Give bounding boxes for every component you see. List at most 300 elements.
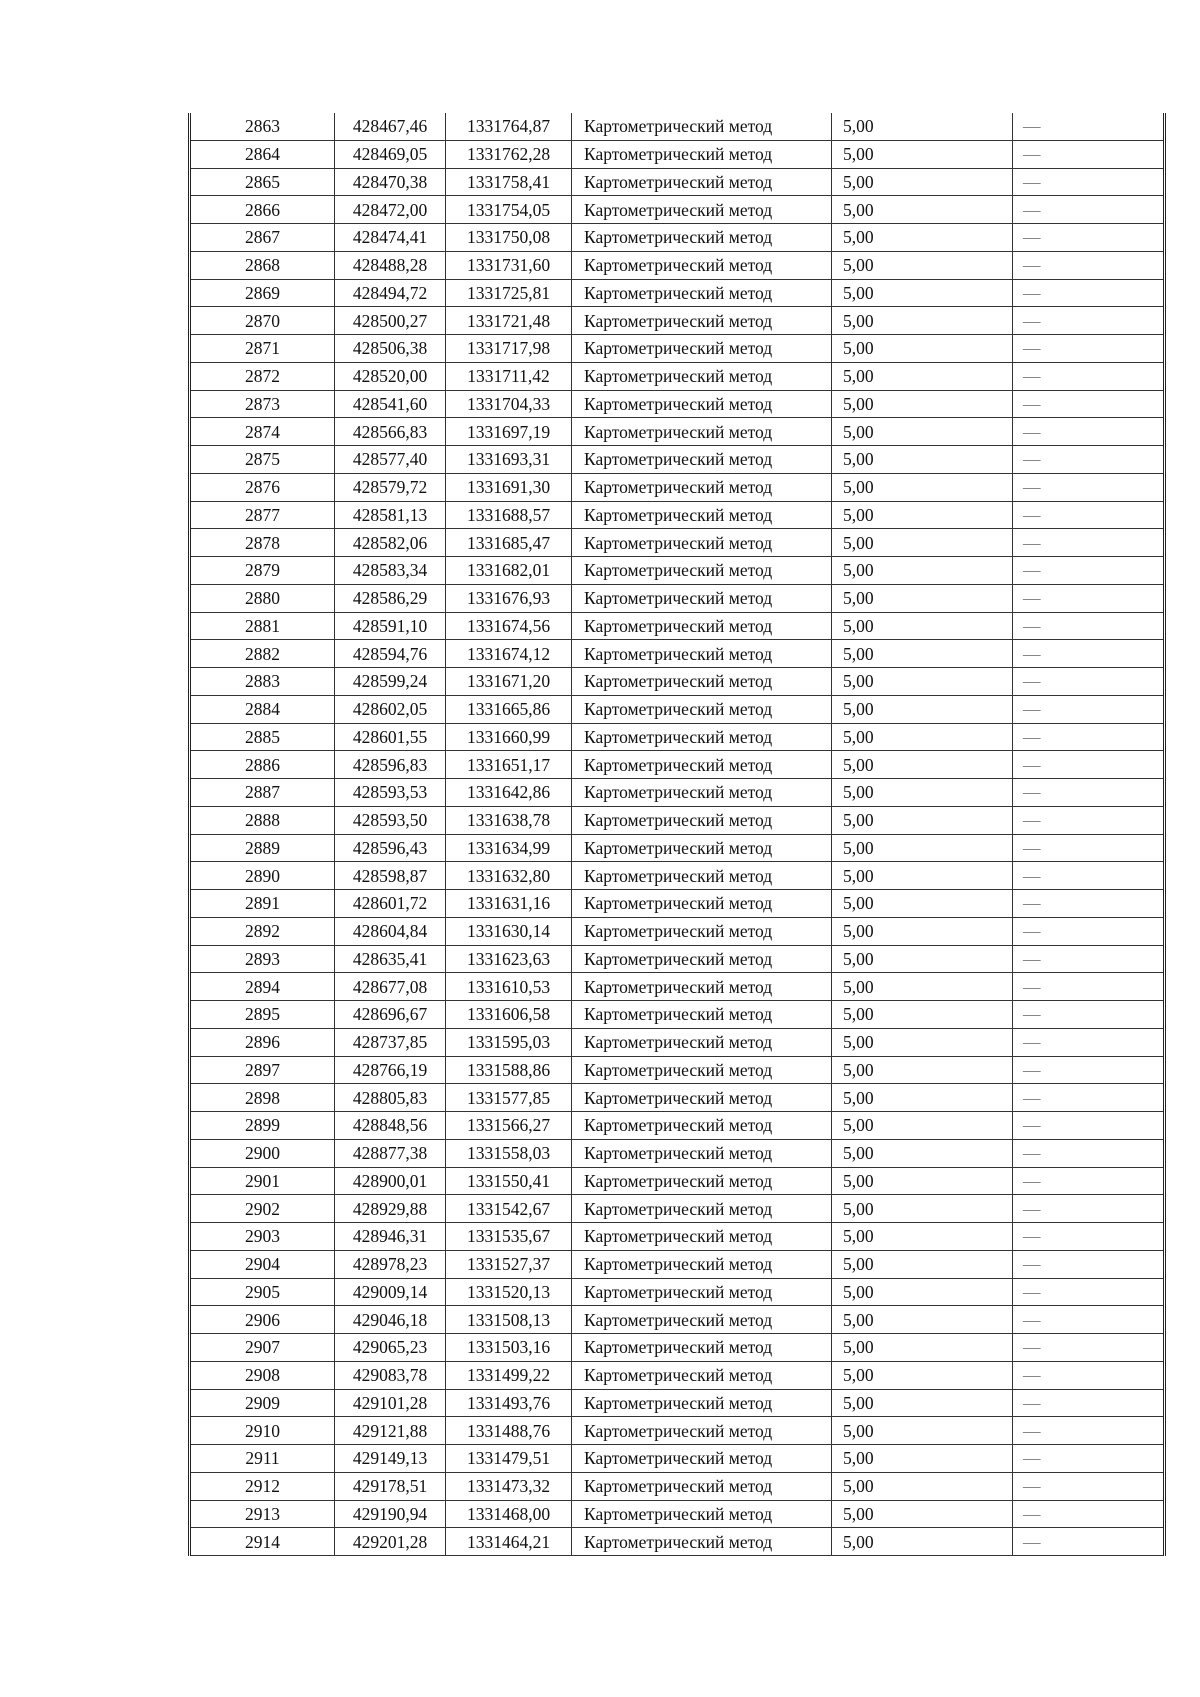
x-coordinate-cell: 428474,41 — [335, 224, 446, 252]
method-cell: Картометрический метод — [572, 335, 832, 363]
accuracy-cell: 5,00 — [832, 1250, 1013, 1278]
table-row — [190, 168, 1165, 196]
description-cell: — — [1013, 1528, 1165, 1556]
method-cell: Картометрический метод — [572, 1195, 832, 1223]
point-number-cell: 2913 — [190, 1500, 335, 1528]
y-coordinate-cell: 1331520,13 — [446, 1278, 572, 1306]
table-row — [190, 612, 1165, 640]
method-cell: Картометрический метод — [572, 1056, 832, 1084]
accuracy-cell: 5,00 — [832, 1528, 1013, 1556]
description-cell: — — [1013, 1112, 1165, 1140]
x-coordinate-cell: 429101,28 — [335, 1389, 446, 1417]
x-coordinate-cell: 428929,88 — [335, 1195, 446, 1223]
accuracy-cell: 5,00 — [832, 723, 1013, 751]
y-coordinate-cell: 1331588,86 — [446, 1056, 572, 1084]
point-number-cell: 2912 — [190, 1472, 335, 1500]
y-coordinate-cell: 1331542,67 — [446, 1195, 572, 1223]
accuracy-cell: 5,00 — [832, 834, 1013, 862]
table-row — [190, 390, 1165, 418]
description-cell: — — [1013, 917, 1165, 945]
method-cell: Картометрический метод — [572, 723, 832, 751]
y-coordinate-cell: 1331721,48 — [446, 307, 572, 335]
x-coordinate-cell: 428877,38 — [335, 1139, 446, 1167]
description-cell: — — [1013, 1223, 1165, 1251]
point-number-cell: 2894 — [190, 973, 335, 1001]
method-cell: Картометрический метод — [572, 113, 832, 140]
point-number-cell: 2896 — [190, 1028, 335, 1056]
table-row — [190, 806, 1165, 834]
table-row — [190, 529, 1165, 557]
x-coordinate-cell: 428596,83 — [335, 751, 446, 779]
table-row — [190, 1084, 1165, 1112]
y-coordinate-cell: 1331717,98 — [446, 335, 572, 363]
accuracy-cell: 5,00 — [832, 446, 1013, 474]
table-row — [190, 945, 1165, 973]
description-cell: — — [1013, 1084, 1165, 1112]
y-coordinate-cell: 1331651,17 — [446, 751, 572, 779]
point-number-cell: 2893 — [190, 945, 335, 973]
table-row — [190, 224, 1165, 252]
description-cell: — — [1013, 1389, 1165, 1417]
y-coordinate-cell: 1331468,00 — [446, 1500, 572, 1528]
description-cell: — — [1013, 751, 1165, 779]
table-row — [190, 1528, 1165, 1556]
accuracy-cell: 5,00 — [832, 113, 1013, 140]
y-coordinate-cell: 1331577,85 — [446, 1084, 572, 1112]
accuracy-cell: 5,00 — [832, 1472, 1013, 1500]
y-coordinate-cell: 1331731,60 — [446, 251, 572, 279]
accuracy-cell: 5,00 — [832, 1361, 1013, 1389]
description-cell: — — [1013, 140, 1165, 168]
accuracy-cell: 5,00 — [832, 612, 1013, 640]
x-coordinate-cell: 428677,08 — [335, 973, 446, 1001]
x-coordinate-cell: 429178,51 — [335, 1472, 446, 1500]
table-row — [190, 1389, 1165, 1417]
method-cell: Картометрический метод — [572, 1028, 832, 1056]
method-cell: Картометрический метод — [572, 140, 832, 168]
x-coordinate-cell: 428469,05 — [335, 140, 446, 168]
method-cell: Картометрический метод — [572, 1389, 832, 1417]
point-number-cell: 2867 — [190, 224, 335, 252]
x-coordinate-cell: 428598,87 — [335, 862, 446, 890]
y-coordinate-cell: 1331642,86 — [446, 779, 572, 807]
table-row — [190, 113, 1165, 140]
y-coordinate-cell: 1331550,41 — [446, 1167, 572, 1195]
description-cell: — — [1013, 668, 1165, 696]
x-coordinate-cell: 428586,29 — [335, 584, 446, 612]
x-coordinate-cell: 428848,56 — [335, 1112, 446, 1140]
table-row — [190, 196, 1165, 224]
point-number-cell: 2907 — [190, 1334, 335, 1362]
description-cell: — — [1013, 1001, 1165, 1029]
description-cell: — — [1013, 1445, 1165, 1473]
description-cell: — — [1013, 279, 1165, 307]
y-coordinate-cell: 1331638,78 — [446, 806, 572, 834]
y-coordinate-cell: 1331764,87 — [446, 113, 572, 140]
y-coordinate-cell: 1331674,56 — [446, 612, 572, 640]
x-coordinate-cell: 429046,18 — [335, 1306, 446, 1334]
point-number-cell: 2890 — [190, 862, 335, 890]
table-row — [190, 279, 1165, 307]
table-row — [190, 779, 1165, 807]
point-number-cell: 2902 — [190, 1195, 335, 1223]
table-row — [190, 1195, 1165, 1223]
method-cell: Картометрический метод — [572, 279, 832, 307]
accuracy-cell: 5,00 — [832, 390, 1013, 418]
method-cell: Картометрический метод — [572, 473, 832, 501]
point-number-cell: 2904 — [190, 1250, 335, 1278]
method-cell: Картометрический метод — [572, 612, 832, 640]
description-cell: — — [1013, 695, 1165, 723]
table-row — [190, 862, 1165, 890]
x-coordinate-cell: 428581,13 — [335, 501, 446, 529]
point-number-cell: 2876 — [190, 473, 335, 501]
y-coordinate-cell: 1331671,20 — [446, 668, 572, 696]
point-number-cell: 2874 — [190, 418, 335, 446]
method-cell: Картометрический метод — [572, 168, 832, 196]
accuracy-cell: 5,00 — [832, 1195, 1013, 1223]
method-cell: Картометрический метод — [572, 1334, 832, 1362]
point-number-cell: 2880 — [190, 584, 335, 612]
x-coordinate-cell: 428599,24 — [335, 668, 446, 696]
accuracy-cell: 5,00 — [832, 307, 1013, 335]
method-cell: Картометрический метод — [572, 1001, 832, 1029]
point-number-cell: 2891 — [190, 890, 335, 918]
x-coordinate-cell: 429201,28 — [335, 1528, 446, 1556]
method-cell: Картометрический метод — [572, 557, 832, 585]
point-number-cell: 2875 — [190, 446, 335, 474]
table-row — [190, 307, 1165, 335]
point-number-cell: 2905 — [190, 1278, 335, 1306]
y-coordinate-cell: 1331630,14 — [446, 917, 572, 945]
method-cell: Картометрический метод — [572, 1139, 832, 1167]
method-cell: Картометрический метод — [572, 779, 832, 807]
y-coordinate-cell: 1331508,13 — [446, 1306, 572, 1334]
point-number-cell: 2889 — [190, 834, 335, 862]
y-coordinate-cell: 1331535,67 — [446, 1223, 572, 1251]
description-cell: — — [1013, 529, 1165, 557]
point-number-cell: 2910 — [190, 1417, 335, 1445]
method-cell: Картометрический метод — [572, 224, 832, 252]
y-coordinate-cell: 1331691,30 — [446, 473, 572, 501]
x-coordinate-cell: 429083,78 — [335, 1361, 446, 1389]
y-coordinate-cell: 1331566,27 — [446, 1112, 572, 1140]
x-coordinate-cell: 428500,27 — [335, 307, 446, 335]
point-number-cell: 2873 — [190, 390, 335, 418]
method-cell: Картометрический метод — [572, 584, 832, 612]
x-coordinate-cell: 428579,72 — [335, 473, 446, 501]
accuracy-cell: 5,00 — [832, 1445, 1013, 1473]
description-cell: — — [1013, 779, 1165, 807]
x-coordinate-cell: 428582,06 — [335, 529, 446, 557]
accuracy-cell: 5,00 — [832, 418, 1013, 446]
point-number-cell: 2909 — [190, 1389, 335, 1417]
x-coordinate-cell: 428601,55 — [335, 723, 446, 751]
y-coordinate-cell: 1331558,03 — [446, 1139, 572, 1167]
point-number-cell: 2881 — [190, 612, 335, 640]
description-cell: — — [1013, 251, 1165, 279]
accuracy-cell: 5,00 — [832, 1278, 1013, 1306]
method-cell: Картометрический метод — [572, 1306, 832, 1334]
method-cell: Картометрический метод — [572, 390, 832, 418]
method-cell: Картометрический метод — [572, 1528, 832, 1556]
description-cell: — — [1013, 501, 1165, 529]
point-number-cell: 2870 — [190, 307, 335, 335]
y-coordinate-cell: 1331688,57 — [446, 501, 572, 529]
table-row — [190, 335, 1165, 363]
point-number-cell: 2866 — [190, 196, 335, 224]
x-coordinate-cell: 428467,46 — [335, 113, 446, 140]
x-coordinate-cell: 428566,83 — [335, 418, 446, 446]
point-number-cell: 2868 — [190, 251, 335, 279]
point-number-cell: 2883 — [190, 668, 335, 696]
x-coordinate-cell: 428591,10 — [335, 612, 446, 640]
description-cell: — — [1013, 945, 1165, 973]
x-coordinate-cell: 428520,00 — [335, 362, 446, 390]
table-row — [190, 140, 1165, 168]
description-cell: — — [1013, 1056, 1165, 1084]
method-cell: Картометрический метод — [572, 362, 832, 390]
y-coordinate-cell: 1331473,32 — [446, 1472, 572, 1500]
method-cell: Картометрический метод — [572, 251, 832, 279]
method-cell: Картометрический метод — [572, 862, 832, 890]
accuracy-cell: 5,00 — [832, 1001, 1013, 1029]
point-number-cell: 2897 — [190, 1056, 335, 1084]
accuracy-cell: 5,00 — [832, 1084, 1013, 1112]
method-cell: Картометрический метод — [572, 307, 832, 335]
point-number-cell: 2885 — [190, 723, 335, 751]
x-coordinate-cell: 428601,72 — [335, 890, 446, 918]
point-number-cell: 2865 — [190, 168, 335, 196]
accuracy-cell: 5,00 — [832, 362, 1013, 390]
accuracy-cell: 5,00 — [832, 1139, 1013, 1167]
point-number-cell: 2871 — [190, 335, 335, 363]
x-coordinate-cell: 428472,00 — [335, 196, 446, 224]
table-row — [190, 723, 1165, 751]
table-row — [190, 1278, 1165, 1306]
method-cell: Картометрический метод — [572, 806, 832, 834]
point-number-cell: 2886 — [190, 751, 335, 779]
y-coordinate-cell: 1331693,31 — [446, 446, 572, 474]
y-coordinate-cell: 1331503,16 — [446, 1334, 572, 1362]
point-number-cell: 2869 — [190, 279, 335, 307]
x-coordinate-cell: 428577,40 — [335, 446, 446, 474]
description-cell: — — [1013, 584, 1165, 612]
x-coordinate-cell: 428737,85 — [335, 1028, 446, 1056]
method-cell: Картометрический метод — [572, 1417, 832, 1445]
table-row — [190, 668, 1165, 696]
method-cell: Картометрический метод — [572, 1278, 832, 1306]
y-coordinate-cell: 1331499,22 — [446, 1361, 572, 1389]
x-coordinate-cell: 428696,67 — [335, 1001, 446, 1029]
x-coordinate-cell: 429009,14 — [335, 1278, 446, 1306]
table-row — [190, 751, 1165, 779]
point-number-cell: 2872 — [190, 362, 335, 390]
accuracy-cell: 5,00 — [832, 668, 1013, 696]
point-number-cell: 2908 — [190, 1361, 335, 1389]
accuracy-cell: 5,00 — [832, 779, 1013, 807]
x-coordinate-cell: 428506,38 — [335, 335, 446, 363]
x-coordinate-cell: 429149,13 — [335, 1445, 446, 1473]
y-coordinate-cell: 1331623,63 — [446, 945, 572, 973]
accuracy-cell: 5,00 — [832, 640, 1013, 668]
y-coordinate-cell: 1331725,81 — [446, 279, 572, 307]
description-cell: — — [1013, 612, 1165, 640]
accuracy-cell: 5,00 — [832, 862, 1013, 890]
point-number-cell: 2888 — [190, 806, 335, 834]
accuracy-cell: 5,00 — [832, 473, 1013, 501]
method-cell: Картометрический метод — [572, 945, 832, 973]
description-cell: — — [1013, 1417, 1165, 1445]
y-coordinate-cell: 1331711,42 — [446, 362, 572, 390]
accuracy-cell: 5,00 — [832, 1028, 1013, 1056]
table-row — [190, 1334, 1165, 1362]
x-coordinate-cell: 428593,50 — [335, 806, 446, 834]
accuracy-cell: 5,00 — [832, 1223, 1013, 1251]
accuracy-cell: 5,00 — [832, 501, 1013, 529]
method-cell: Картометрический метод — [572, 973, 832, 1001]
description-cell: — — [1013, 362, 1165, 390]
table-row — [190, 917, 1165, 945]
table-row — [190, 1250, 1165, 1278]
accuracy-cell: 5,00 — [832, 140, 1013, 168]
method-cell: Картометрический метод — [572, 1500, 832, 1528]
table-row — [190, 973, 1165, 1001]
y-coordinate-cell: 1331665,86 — [446, 695, 572, 723]
point-number-cell: 2903 — [190, 1223, 335, 1251]
point-number-cell: 2895 — [190, 1001, 335, 1029]
method-cell: Картометрический метод — [572, 695, 832, 723]
description-cell: — — [1013, 113, 1165, 140]
table-row — [190, 1417, 1165, 1445]
description-cell: — — [1013, 1472, 1165, 1500]
method-cell: Картометрический метод — [572, 196, 832, 224]
table-row — [190, 1361, 1165, 1389]
point-number-cell: 2899 — [190, 1112, 335, 1140]
point-number-cell: 2882 — [190, 640, 335, 668]
y-coordinate-cell: 1331488,76 — [446, 1417, 572, 1445]
table-row — [190, 1001, 1165, 1029]
accuracy-cell: 5,00 — [832, 890, 1013, 918]
table-row — [190, 1306, 1165, 1334]
y-coordinate-cell: 1331631,16 — [446, 890, 572, 918]
accuracy-cell: 5,00 — [832, 1389, 1013, 1417]
table-row — [190, 1223, 1165, 1251]
y-coordinate-cell: 1331685,47 — [446, 529, 572, 557]
description-cell: — — [1013, 1500, 1165, 1528]
accuracy-cell: 5,00 — [832, 695, 1013, 723]
y-coordinate-cell: 1331595,03 — [446, 1028, 572, 1056]
description-cell: — — [1013, 640, 1165, 668]
table-row — [190, 1056, 1165, 1084]
point-number-cell: 2901 — [190, 1167, 335, 1195]
point-number-cell: 2863 — [190, 113, 335, 140]
x-coordinate-cell: 428602,05 — [335, 695, 446, 723]
method-cell: Картометрический метод — [572, 529, 832, 557]
table-row — [190, 1445, 1165, 1473]
y-coordinate-cell: 1331632,80 — [446, 862, 572, 890]
table-row — [190, 501, 1165, 529]
y-coordinate-cell: 1331674,12 — [446, 640, 572, 668]
accuracy-cell: 5,00 — [832, 557, 1013, 585]
description-cell: — — [1013, 1306, 1165, 1334]
point-number-cell: 2864 — [190, 140, 335, 168]
accuracy-cell: 5,00 — [832, 279, 1013, 307]
accuracy-cell: 5,00 — [832, 584, 1013, 612]
point-number-cell: 2906 — [190, 1306, 335, 1334]
x-coordinate-cell: 428583,34 — [335, 557, 446, 585]
description-cell: — — [1013, 1250, 1165, 1278]
accuracy-cell: 5,00 — [832, 751, 1013, 779]
coordinates-table — [188, 113, 1166, 1556]
description-cell: — — [1013, 446, 1165, 474]
point-number-cell: 2892 — [190, 917, 335, 945]
table-row — [190, 251, 1165, 279]
accuracy-cell: 5,00 — [832, 1167, 1013, 1195]
y-coordinate-cell: 1331758,41 — [446, 168, 572, 196]
point-number-cell: 2900 — [190, 1139, 335, 1167]
x-coordinate-cell: 428470,38 — [335, 168, 446, 196]
table-row — [190, 362, 1165, 390]
table-row — [190, 473, 1165, 501]
x-coordinate-cell: 428978,23 — [335, 1250, 446, 1278]
description-cell: — — [1013, 307, 1165, 335]
description-cell: — — [1013, 473, 1165, 501]
x-coordinate-cell: 428766,19 — [335, 1056, 446, 1084]
point-number-cell: 2898 — [190, 1084, 335, 1112]
accuracy-cell: 5,00 — [832, 1417, 1013, 1445]
point-number-cell: 2884 — [190, 695, 335, 723]
point-number-cell: 2887 — [190, 779, 335, 807]
point-number-cell: 2879 — [190, 557, 335, 585]
description-cell: — — [1013, 418, 1165, 446]
description-cell: — — [1013, 723, 1165, 751]
method-cell: Картометрический метод — [572, 890, 832, 918]
description-cell: — — [1013, 557, 1165, 585]
x-coordinate-cell: 428635,41 — [335, 945, 446, 973]
y-coordinate-cell: 1331527,37 — [446, 1250, 572, 1278]
method-cell: Картометрический метод — [572, 1250, 832, 1278]
x-coordinate-cell: 428594,76 — [335, 640, 446, 668]
description-cell: — — [1013, 168, 1165, 196]
table-row — [190, 1472, 1165, 1500]
accuracy-cell: 5,00 — [832, 251, 1013, 279]
y-coordinate-cell: 1331704,33 — [446, 390, 572, 418]
method-cell: Картометрический метод — [572, 640, 832, 668]
y-coordinate-cell: 1331634,99 — [446, 834, 572, 862]
method-cell: Картометрический метод — [572, 1223, 832, 1251]
y-coordinate-cell: 1331676,93 — [446, 584, 572, 612]
y-coordinate-cell: 1331610,53 — [446, 973, 572, 1001]
x-coordinate-cell: 428494,72 — [335, 279, 446, 307]
accuracy-cell: 5,00 — [832, 1334, 1013, 1362]
accuracy-cell: 5,00 — [832, 168, 1013, 196]
table-row — [190, 834, 1165, 862]
table-row — [190, 1139, 1165, 1167]
y-coordinate-cell: 1331479,51 — [446, 1445, 572, 1473]
y-coordinate-cell: 1331697,19 — [446, 418, 572, 446]
description-cell: — — [1013, 834, 1165, 862]
table-row — [190, 1500, 1165, 1528]
description-cell: — — [1013, 890, 1165, 918]
description-cell: — — [1013, 806, 1165, 834]
method-cell: Картометрический метод — [572, 501, 832, 529]
accuracy-cell: 5,00 — [832, 196, 1013, 224]
table-row — [190, 584, 1165, 612]
description-cell: — — [1013, 1195, 1165, 1223]
description-cell: — — [1013, 1028, 1165, 1056]
table-row — [190, 640, 1165, 668]
